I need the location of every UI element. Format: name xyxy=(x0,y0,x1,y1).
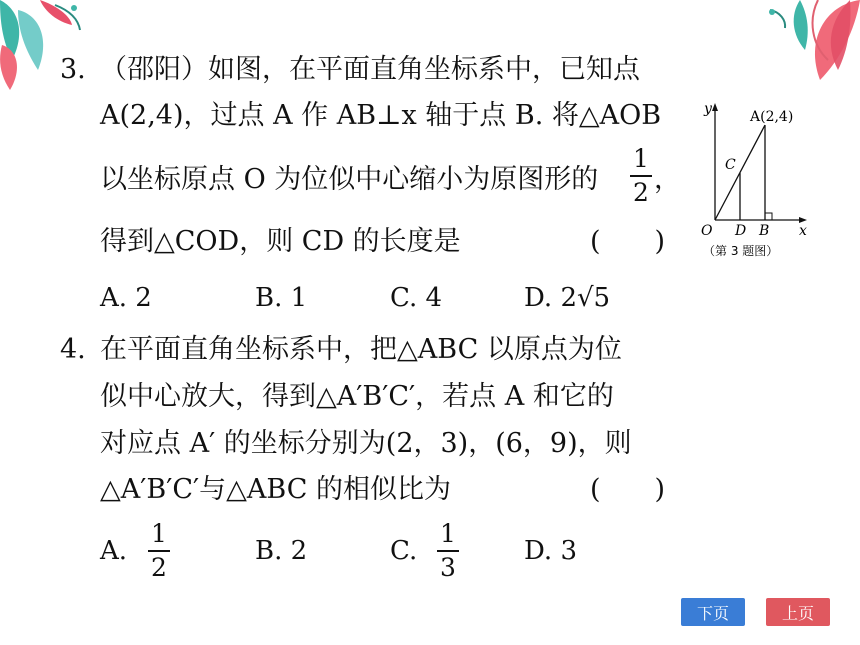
fraction-denominator: 2 xyxy=(151,552,167,582)
question-text-line: A(2,4)，过点 A 作 AB⊥x 轴于点 B. 将△AOB xyxy=(100,100,662,131)
origin-label: O xyxy=(701,223,713,239)
next-page-button[interactable]: 下页 xyxy=(681,598,745,626)
y-axis-label: y xyxy=(704,101,712,117)
coordinate-figure xyxy=(695,95,820,265)
answer-paren: ( ) xyxy=(590,474,666,505)
fraction-bar xyxy=(630,175,652,177)
fraction-bar xyxy=(148,550,170,552)
point-d-label: D xyxy=(735,223,747,239)
previous-page-button[interactable]: 上页 xyxy=(766,598,830,626)
fraction-bar xyxy=(437,550,459,552)
option-b: B. 2 xyxy=(255,536,308,566)
question-number: 3. xyxy=(60,54,86,85)
question-text-line: 在平面直角坐标系中，把△ABC 以原点为位 xyxy=(100,334,622,365)
question-text-line: 以坐标原点 O 为位似中心缩小为原图形的 xyxy=(100,164,599,195)
option-d: D. 2√5 xyxy=(524,283,611,313)
question-text-line: 似中心放大，得到△A′B′C′，若点 A 和它的 xyxy=(100,381,614,412)
point-b-label: B xyxy=(759,223,770,239)
x-axis-label: x xyxy=(799,223,807,239)
question-text-line: 得到△COD，则 CD 的长度是 xyxy=(100,226,461,257)
option-c-label: C. xyxy=(390,536,418,566)
fraction-numerator: 1 xyxy=(633,144,649,173)
question-text-line: △A′B′C′与△ABC 的相似比为 xyxy=(100,474,451,505)
y-axis-arrow xyxy=(712,103,718,111)
fraction-denominator: 2 xyxy=(633,177,649,207)
option-a-fraction xyxy=(148,520,170,582)
question-number: 4. xyxy=(60,334,86,365)
point-c-label: C xyxy=(725,157,736,173)
option-d: D. 3 xyxy=(524,536,577,566)
question-text-line: 对应点 A′ 的坐标分别为(2，3)，(6，9)，则 xyxy=(100,428,632,459)
leaf-decoration-left xyxy=(0,0,110,95)
answer-paren: ( ) xyxy=(590,226,666,257)
fraction-denominator: 3 xyxy=(440,552,456,582)
leaf-decoration-right xyxy=(730,0,860,95)
fraction xyxy=(630,145,652,207)
fraction-numerator: 1 xyxy=(151,519,167,548)
option-c: C. 4 xyxy=(390,283,443,313)
question-text-line: （邵阳）如图，在平面直角坐标系中，已知点 xyxy=(100,54,640,85)
question-text-line: ， xyxy=(654,164,681,195)
option-a-label: A. xyxy=(100,536,128,566)
figure-caption: （第 3 题图） xyxy=(703,244,779,258)
option-b: B. 1 xyxy=(255,283,308,313)
option-a: A. 2 xyxy=(100,283,152,313)
option-c-fraction xyxy=(437,520,459,582)
right-angle-mark xyxy=(765,213,772,220)
fraction-numerator: 1 xyxy=(440,519,456,548)
point-a-label: A(2,4) xyxy=(750,109,794,125)
